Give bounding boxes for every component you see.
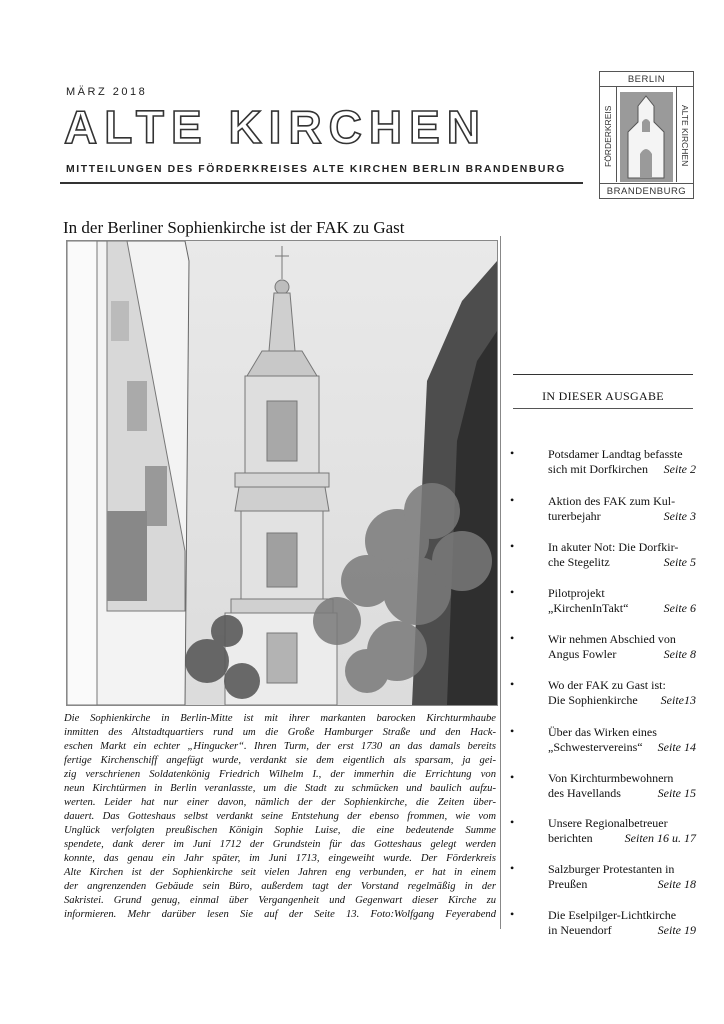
logo-text-left: FÖRDERKREIS — [603, 105, 613, 167]
caption-line: neun Kirchtürmen in Berlin veranlasste, um die Stadt zu schmücken und baulich aufzu- — [64, 783, 496, 794]
issue-date: MÄRZ 2018 — [66, 86, 148, 98]
toc-item-text — [548, 494, 696, 524]
toc-item-text — [548, 586, 696, 616]
sophienkirche-photo — [66, 240, 498, 706]
bullet-icon: • — [510, 770, 515, 784]
caption-line: Unglück verfolgten preußischen Königin Sophie Luise, die eine bedeutende Summe — [64, 825, 496, 836]
toc-item-title-line — [548, 877, 696, 892]
toc-item-title: Aktion des FAK zum Kul- — [548, 494, 676, 508]
logo-rule-right — [676, 87, 677, 182]
toc-item-title-line — [548, 771, 696, 786]
toc-item-title: „KirchenInTakt“ — [548, 601, 629, 615]
toc-item-title: berichten — [548, 831, 593, 845]
toc-item-title-line — [548, 447, 696, 462]
toc-item-title-line — [548, 786, 696, 801]
toc-rule-bottom — [513, 408, 693, 409]
toc-item-page: Seite13 — [660, 693, 696, 707]
toc-item-title: che Stegelitz — [548, 555, 610, 569]
caption-line: spendete, dank derer im Juni 1712 der Grundstein für das Gotteshaus gelegt werden — [64, 839, 496, 850]
bullet-icon: • — [510, 677, 515, 691]
toc-item-title-line — [548, 462, 696, 477]
toc-item-title-line — [548, 647, 696, 662]
toc-item-page: Seite 15 — [657, 786, 696, 800]
toc-item-title: Wir nehmen Abschied von — [548, 632, 676, 646]
toc-item-title-line — [548, 509, 696, 524]
toc-item-title: „Schwestervereins“ — [548, 740, 643, 754]
toc-item-page: Seite 2 — [663, 462, 696, 476]
logo-rule-top — [600, 86, 693, 87]
bullet-icon: • — [510, 539, 515, 553]
caption-line: eschen Markt ein echter „Hingucker“. Ihren Turm, der erst 1730 an das damals bereits — [64, 741, 496, 752]
toc-item-text — [548, 725, 696, 755]
toc-item-title: sich mit Dorfkirchen — [548, 462, 648, 476]
toc-item-page: Seite 5 — [663, 555, 696, 569]
logo-text-top: BERLIN — [627, 74, 666, 85]
toc-item-text — [548, 632, 696, 662]
toc-item-title-line — [548, 862, 696, 877]
toc-item-title-line — [548, 908, 696, 923]
toc-item-title-line — [548, 725, 696, 740]
toc-item-title-line — [548, 816, 696, 831]
logo-rule-bottom — [600, 183, 693, 184]
logo-text-right: ALTE KIRCHEN — [680, 105, 690, 167]
toc-item-title: Pilotprojekt — [548, 586, 605, 600]
toc-item-title: In akuter Not: Die Dorfkir- — [548, 540, 679, 554]
caption-line: inmitten des Altstadtquartiers rund um die Große Hamburger Straße und den Hack- — [64, 727, 496, 738]
caption-line: der angrenzenden Gebäude sein Büro, außerdem tagt der Vorstand regelmäßig in der — [64, 881, 496, 892]
toc-rule-top — [513, 374, 693, 375]
toc-item-title-line — [548, 540, 696, 555]
toc-item-page: Seite 19 — [657, 923, 696, 937]
toc-item-title-line — [548, 831, 696, 846]
toc-item-text — [548, 540, 696, 570]
bullet-icon: • — [510, 585, 515, 599]
toc-item-title-line — [548, 555, 696, 570]
toc-item-title-line — [548, 494, 696, 509]
toc-item-page: Seite 6 — [663, 601, 696, 615]
toc-heading: IN DIESER AUSGABE — [542, 389, 664, 403]
caption-line: fertige Kirchenschiff angefügt wurde, verdankt sie dem eigentlich als sparsam, ja gei- — [64, 755, 496, 766]
bullet-icon: • — [510, 861, 515, 875]
toc-item-title: Potsdamer Landtag befasste — [548, 447, 683, 461]
toc-item-page: Seite 3 — [663, 509, 696, 523]
toc-item-title-line — [548, 601, 696, 616]
church-tower-photo-illustration — [67, 241, 497, 705]
caption-line: informieren. Mehr darüber lesen Sie auf der Seite 13. Foto:Wolfgang Feyerabend — [64, 909, 496, 920]
toc-item-title: turerbejahr — [548, 509, 601, 523]
toc-item-title: Wo der FAK zu Gast ist: — [548, 678, 666, 692]
foerderkreis-logo — [599, 71, 694, 199]
bullet-icon: • — [510, 631, 515, 645]
toc-item-page: Seite 14 — [657, 740, 696, 754]
masthead-divider — [60, 182, 583, 184]
toc-item-title-line — [548, 678, 696, 693]
caption-line: Die Sophienkirche in Berlin-Mitte ist mit ihrer markanten barocken Kirchturmhaube — [64, 713, 496, 724]
bullet-icon: • — [510, 815, 515, 829]
caption-line: dauert. Das Gotteshaus selbst verdankt seine Entstehung der ebenso frommen, wie vom — [64, 811, 496, 822]
masthead-title: ALTE KIRCHEN — [64, 101, 488, 153]
bullet-icon: • — [510, 493, 515, 507]
toc-item-title: Über das Wirken eines — [548, 725, 657, 739]
photo-caption — [64, 712, 496, 922]
toc-item-page: Seiten 16 u. 17 — [624, 831, 696, 845]
caption-line: zig verschrienen Soldatenkönig Friedrich Wilhelm I., der immerhin die Errichtung von — [64, 769, 496, 780]
caption-line: werten. Leider hat nur einer davon, nämlich der der Sophienkirche, die Zeiten über- — [64, 797, 496, 808]
toc-item-text — [548, 816, 696, 846]
logo-text-bottom: BRANDENBURG — [606, 186, 687, 197]
toc-item-title-line — [548, 586, 696, 601]
toc-item-title-line — [548, 740, 696, 755]
toc-item-title-line — [548, 632, 696, 647]
toc-item-page: Seite 18 — [657, 877, 696, 891]
toc-item-page: Seite 8 — [663, 647, 696, 661]
toc-item-title: in Neuendorf — [548, 923, 612, 937]
toc-item-title: Die Eselpilger-Lichtkirche — [548, 908, 677, 922]
toc-item-text — [548, 447, 696, 477]
toc-item-title: Angus Fowler — [548, 647, 617, 661]
toc-item-title: Salzburger Protestanten in — [548, 862, 675, 876]
toc-item-title-line — [548, 693, 696, 708]
toc-item-text — [548, 908, 696, 938]
toc-item-title: Unsere Regionalbetreuer — [548, 816, 668, 830]
caption-line: konnte, das genau ein Jahr später, im Juni 1713, eingeweiht wurde. Der Förderkreis — [64, 853, 496, 864]
bullet-icon: • — [510, 907, 515, 921]
toc-item-title: Von Kirchturmbewohnern — [548, 771, 674, 785]
toc-item-text — [548, 771, 696, 801]
church-tower-icon — [620, 92, 673, 182]
toc-item-text — [548, 678, 696, 708]
logo-rule-left — [616, 87, 617, 182]
bullet-icon: • — [510, 446, 515, 460]
caption-line: Sakristei. Grund genug, einmal über Vergangenheit und Gegenwart dieser Kirche zu — [64, 895, 496, 906]
toc-item-text — [548, 862, 696, 892]
column-divider — [500, 236, 501, 929]
article-headline: In der Berliner Sophienkirche ist der FAK zu Gast — [63, 218, 405, 237]
caption-line: Alte Kirchen ist der Sophienkirche seit vielen Jahren eng verbunden, er hat in einem — [64, 867, 496, 878]
toc-item-title: Die Sophienkirche — [548, 693, 638, 707]
toc-item-title: Preußen — [548, 877, 588, 891]
bullet-icon: • — [510, 724, 515, 738]
toc-item-title: des Havellands — [548, 786, 621, 800]
toc-item-title-line — [548, 923, 696, 938]
masthead-subtitle: MITTEILUNGEN DES FÖRDERKREISES ALTE KIRCHEN BERLIN BRANDENBURG — [66, 164, 566, 175]
